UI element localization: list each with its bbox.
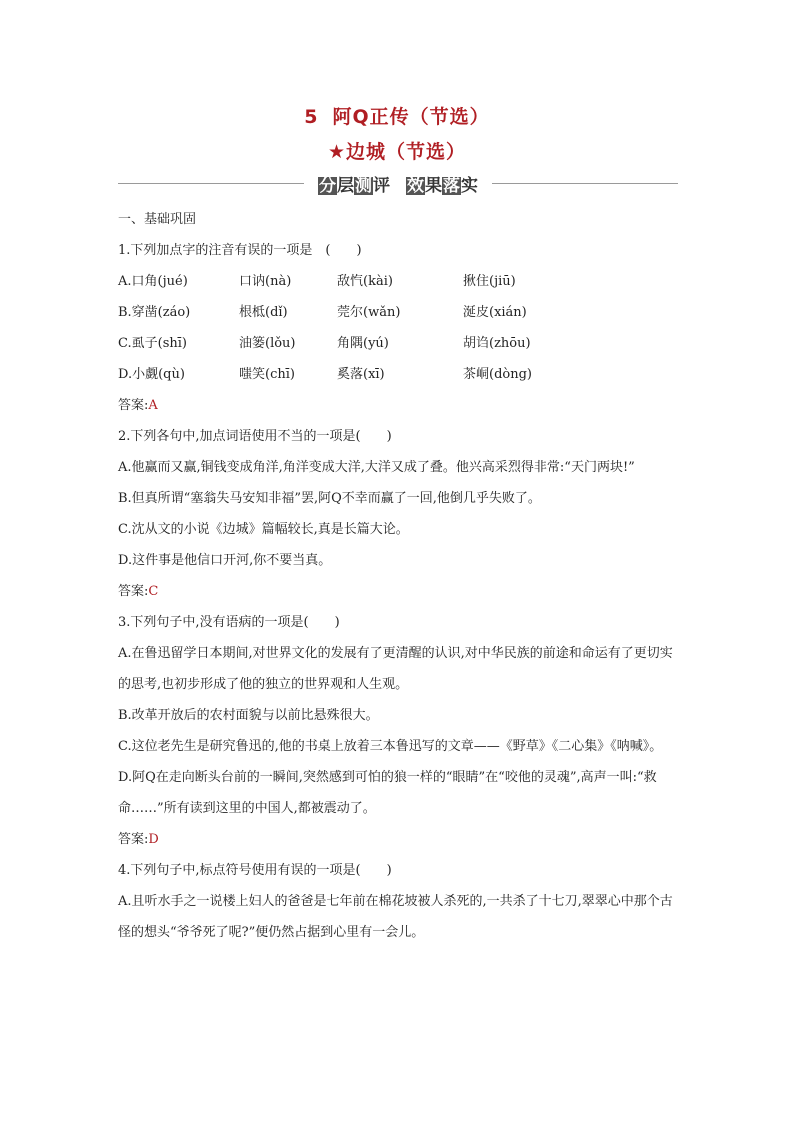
option-item: 油篓(lǒu) — [239, 336, 296, 351]
question-3-stem: 3.下列句子中,没有语病的一项是( ) — [118, 615, 340, 630]
banner-char: 层 — [337, 175, 354, 196]
option-item: 揪住(jiū) — [463, 274, 516, 289]
lesson-title — [0, 102, 794, 129]
option-item: 胡诌(zhōu) — [463, 336, 531, 351]
question-1-option-row — [118, 297, 678, 328]
banner-char: 果 — [425, 175, 442, 196]
lesson-subtitle: ★边城（节选） — [327, 141, 467, 163]
banner-text — [318, 171, 478, 196]
banner-char: 分 — [319, 175, 336, 196]
option-item: 敌忾(kài) — [337, 274, 393, 289]
question-3-option-c: C.这位老先生是研究鲁迅的,他的书桌上放着三本鲁迅写的文章——《野草》《二心集》《呐喊》。 — [118, 739, 663, 754]
lesson-number: 5 — [304, 106, 319, 128]
question-3-answer — [118, 824, 678, 855]
option-item: 嗤笑(chī) — [239, 367, 295, 382]
question-1-option-row — [118, 359, 678, 390]
question-1-option-row — [118, 328, 678, 359]
worksheet-body — [118, 204, 678, 948]
question-1-answer — [118, 390, 678, 421]
option-item: 角隅(yú) — [337, 336, 389, 351]
option-item: 莞尔(wǎn) — [337, 305, 401, 320]
question-3-option-d: D.阿Q在走向断头台前的一瞬间,突然感到可怕的狼一样的“眼睛”在“咬他的灵魂”,高声一叫:“救命……”所有读到这里的中国人,都被震动了。 — [118, 770, 657, 816]
option-item: B.穿凿(záo) — [118, 305, 191, 320]
answer-value: A — [148, 398, 158, 413]
question-4-option-a: A.且听水手之一说楼上妇人的爸爸是七年前在棉花坡被人杀死的,一共杀了十七刀,翠翠心中那个古怪的想头“爷爷死了呢?”便仍然占据到心里有一会儿。 — [118, 894, 673, 940]
section-heading: 一、基础巩固 — [118, 212, 197, 227]
question-2-option-d: D.这件事是他信口开河,你不要当真。 — [118, 553, 332, 568]
question-1-stem: 1.下列加点字的注音有误的一项是 ( ) — [118, 243, 362, 258]
question-2-stem: 2.下列各句中,加点词语使用不当的一项是( ) — [118, 429, 392, 444]
answer-label: 答案: — [118, 398, 149, 413]
answer-label: 答案: — [118, 584, 149, 599]
answer-value: C — [148, 584, 159, 599]
question-2-option-b: B.但真所谓“塞翁失马安知非福”罢,阿Q不幸而赢了一回,他倒几乎失败了。 — [118, 491, 541, 506]
banner-left-rule — [118, 183, 304, 184]
answer-value: D — [148, 832, 159, 847]
question-2-option-c: C.沈从文的小说《边城》篇幅较长,真是长篇大论。 — [118, 522, 409, 537]
option-item: 奚落(xī) — [337, 367, 385, 382]
option-item: D.小觑(qù) — [118, 367, 185, 382]
question-1-option-row — [118, 266, 678, 297]
option-item: 茶峒(dòng) — [463, 367, 532, 382]
question-2-option-a: A.他赢而又赢,铜钱变成角洋,角洋变成大洋,大洋又成了叠。他兴高采烈得非常:“天门两块!” — [118, 460, 635, 475]
banner-char: 测 — [355, 175, 372, 196]
banner-char: 评 — [373, 175, 390, 196]
option-item: 根柢(dǐ) — [239, 305, 288, 320]
banner-char: 效 — [407, 175, 424, 196]
question-4-stem: 4.下列句子中,标点符号使用有误的一项是( ) — [118, 863, 392, 878]
question-3-option-a: A.在鲁迅留学日本期间,对世界文化的发展有了更清醒的认识,对中华民族的前途和命运有了更切实的思考,也初步形成了他的独立的世界观和人生观。 — [118, 646, 673, 692]
option-item: 涎皮(xián) — [463, 305, 527, 320]
banner-char: 实 — [461, 175, 478, 196]
question-3-option-b: B.改革开放后的农村面貌与以前比悬殊很大。 — [118, 708, 379, 723]
option-item: C.虱子(shī) — [118, 336, 187, 351]
banner-right-rule — [492, 183, 678, 184]
lesson-title-text: 阿Q正传（节选） — [332, 106, 490, 128]
section-banner — [118, 172, 678, 194]
question-2-answer — [118, 576, 678, 607]
answer-label: 答案: — [118, 832, 149, 847]
banner-char: 落 — [443, 175, 460, 196]
option-item: A.口角(jué) — [118, 274, 188, 289]
option-item: 口讷(nà) — [239, 274, 292, 289]
